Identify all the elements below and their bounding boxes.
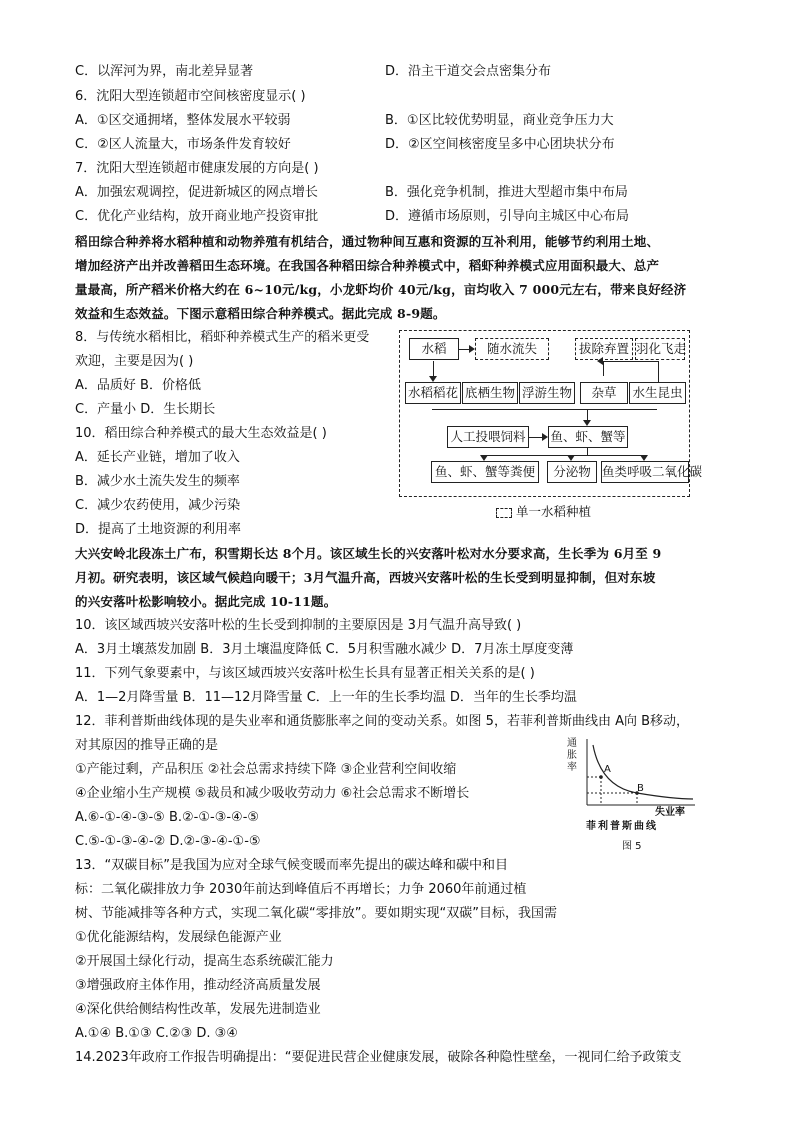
question-line: 标：二氧化碳排放力争 2030年前达到峰值后不再增长；力争 2060年前通过植 [75, 882, 527, 897]
arrow [542, 433, 548, 441]
passage-line: 稻田综合种养将水稻种植和动物养殖有机结合，通过物种间互惠和资源的互补利用，能够节约利用土地、 [75, 234, 660, 249]
question-line: A．①区交通拥堵，整体发展水平较弱 [75, 113, 291, 128]
diagram-box-co2: 鱼类呼吸二氧化碳 [601, 461, 689, 483]
question-line: B．强化竞争机制，推进大型超市集中布局 [385, 185, 628, 200]
diagram-box-rice: 水稻 [409, 338, 459, 360]
connector [529, 437, 542, 438]
question-line: ④企业缩小生产规模 ⑤裁员和减少吸收劳动力 ⑥社会总需求不断增长 [75, 786, 470, 801]
connector [603, 361, 604, 376]
question-line: A.①④ B.①③ C.②③ D. ③④ [75, 1026, 238, 1041]
connector [459, 349, 469, 350]
diagram-box-weeds: 杂草 [580, 382, 628, 404]
diagram-box-feather: 羽化飞走 [635, 338, 685, 360]
passage-line: 量最高，所产稻米价格大约在 6~10元/kg，小龙虾均价 40元/kg，亩均收入 7 000元左右，带来良好经济 [75, 282, 687, 297]
diagram-box-benthic: 底栖生物 [462, 382, 518, 404]
diagram-box-weeding: 拔除弃置 [575, 338, 633, 360]
diagram-caption: 单一水稻种植 [496, 503, 591, 521]
connector [433, 361, 434, 376]
diagram-box-insects: 水生昆虫 [629, 382, 686, 404]
question-line: 对其原因的推导正确的是 [75, 738, 219, 753]
arrow [469, 345, 475, 353]
question-line: D．遵循市场原则，引导向主城区中心布局 [385, 209, 630, 224]
question-line: D．沿主干道交会点密集分布 [385, 64, 552, 79]
arrow [640, 455, 648, 461]
diagram-box-feed: 人工投喂饲料 [447, 426, 529, 448]
question-line: C．减少农药使用，减少污染 [75, 498, 241, 513]
phillips-ylabel: 通胀率 [567, 738, 577, 773]
phillips-fig-label: 图 5 [622, 841, 642, 852]
question-line: A．3月土壤蒸发加剧 B．3月土壤温度降低 C．5月积雪融水减少 D．7月冻土厚度变薄 [75, 642, 574, 657]
arrow [567, 455, 575, 461]
dashed-box-legend-icon [496, 508, 512, 518]
question-line: C.⑤-①-③-④-② D.②-③-④-①-⑤ [75, 834, 261, 849]
question-line: C．产量小 D．生长期长 [75, 402, 216, 417]
diagram-box-fish: 鱼、虾、蟹等 [548, 426, 628, 448]
phillips-point-b: B [637, 783, 644, 794]
question-line: C．优化产业结构，放开商业地产投资审批 [75, 209, 319, 224]
phillips-point-a: A [604, 764, 611, 775]
question-line: ②开展国土绿化行动，提高生态系统碳汇能力 [75, 954, 334, 969]
question-line: ①优化能源结构，发展绿色能源产业 [75, 930, 282, 945]
question-line: D．提高了土地资源的利用率 [75, 522, 242, 537]
connector [432, 409, 657, 410]
connector [658, 361, 659, 382]
question-line: 8．与传统水稻相比，稻虾种养模式生产的稻米更受 [75, 330, 370, 345]
diagram-box-plankton: 浮游生物 [519, 382, 575, 404]
arrow [583, 420, 591, 426]
question-line: A．品质好 B．价格低 [75, 378, 201, 393]
passage-line: 的兴安落叶松影响较小。据此完成 10-11题。 [75, 594, 337, 609]
arrow [480, 455, 488, 461]
question-line: B．①区比较优势明显，商业竞争压力大 [385, 113, 614, 128]
question-line: 7．沈阳大型连锁超市健康发展的方向是( ) [75, 161, 319, 176]
question-line: A．加强宏观调控，促进新城区的网点增长 [75, 185, 318, 200]
arrow [429, 376, 437, 382]
question-line: ③增强政府主体作用，推动经济高质量发展 [75, 978, 321, 993]
diagram-box-rice-flower: 水稻稻花 [405, 382, 461, 404]
question-line: D．②区空间核密度呈多中心团块状分布 [385, 137, 615, 152]
question-line: C．以浑河为界，南北差异显著 [75, 64, 254, 79]
question-line: 13．“双碳目标”是我国为应对全球气候变暖而率先提出的碳达峰和碳中和目 [75, 858, 509, 873]
phillips-xlabel: 失业率 [655, 807, 685, 818]
question-line: A．1—2月降雪量 B．11—12月降雪量 C．上一年的生长季均温 D．当年的生长季均温 [75, 690, 577, 705]
passage-line: 效益和生态效益。下图示意稻田综合种养模式。据此完成 8-9题。 [75, 306, 446, 321]
question-line: 10．稻田综合种养模式的最大生态效益是( ) [75, 426, 327, 441]
question-line: ④深化供给侧结构性改革，发展先进制造业 [75, 1002, 321, 1017]
passage-line: 大兴安岭北段冻土广布，积雪期长达 8个月。该区域生长的兴安落叶松对水分要求高，生长季为 6月至 9 [75, 546, 662, 561]
diagram-box-runoff: 随水流失 [475, 338, 549, 360]
question-line: B．减少水土流失发生的频率 [75, 474, 240, 489]
question-line: 欢迎，主要是因为( ) [75, 354, 194, 369]
question-line: A.⑥-①-④-③-⑤ B.②-①-③-④-⑤ [75, 810, 260, 825]
connector [603, 361, 658, 362]
diagram-box-secretion: 分泌物 [547, 461, 597, 483]
passage-line: 增加经济产出并改善稻田生态环境。在我国各种稻田综合种养模式中，稻虾种养模式应用面积最大、总产 [75, 258, 660, 273]
connector [587, 448, 588, 455]
passage-line: 月初。研究表明，该区域气候趋向暖干；3月气温升高，西坡兴安落叶松的生长受到明显抑制，但对东坡 [75, 570, 656, 585]
question-line: 树、节能减排等各种方式，实现二氧化碳“零排放”。要如期实现“双碳”目标，我国需 [75, 906, 557, 921]
question-line: A．延长产业链，增加了收入 [75, 450, 240, 465]
question-line: 14.2023年政府工作报告明确提出：“要促进民营企业健康发展，破除各种隐性壁垒，一视同仁给予政策支 [75, 1050, 682, 1065]
diagram-box-excrement: 鱼、虾、蟹等粪便 [431, 461, 539, 483]
question-line: 6．沈阳大型连锁超市空间核密度显示( ) [75, 89, 306, 104]
question-line: 10．该区域西坡兴安落叶松的生长受到抑制的主要原因是 3月气温升高导致( ) [75, 618, 522, 633]
connector [587, 409, 588, 420]
question-line: 12．菲利普斯曲线体现的是失业率和通货膨胀率之间的变动关系。如图 5，若菲利普斯曲线由 A向 B移动， [75, 714, 690, 729]
question-line: C．②区人流量大，市场条件发育较好 [75, 137, 291, 152]
connector [484, 455, 644, 456]
question-line: ①产能过剩，产品积压 ②社会总需求持续下降 ③企业营利空间收缩 [75, 762, 457, 777]
phillips-curve-name: 菲利普斯曲线 [586, 821, 658, 832]
question-line: 11．下列气象要素中，与该区域西坡兴安落叶松生长具有显著正相关关系的是( ) [75, 666, 535, 681]
